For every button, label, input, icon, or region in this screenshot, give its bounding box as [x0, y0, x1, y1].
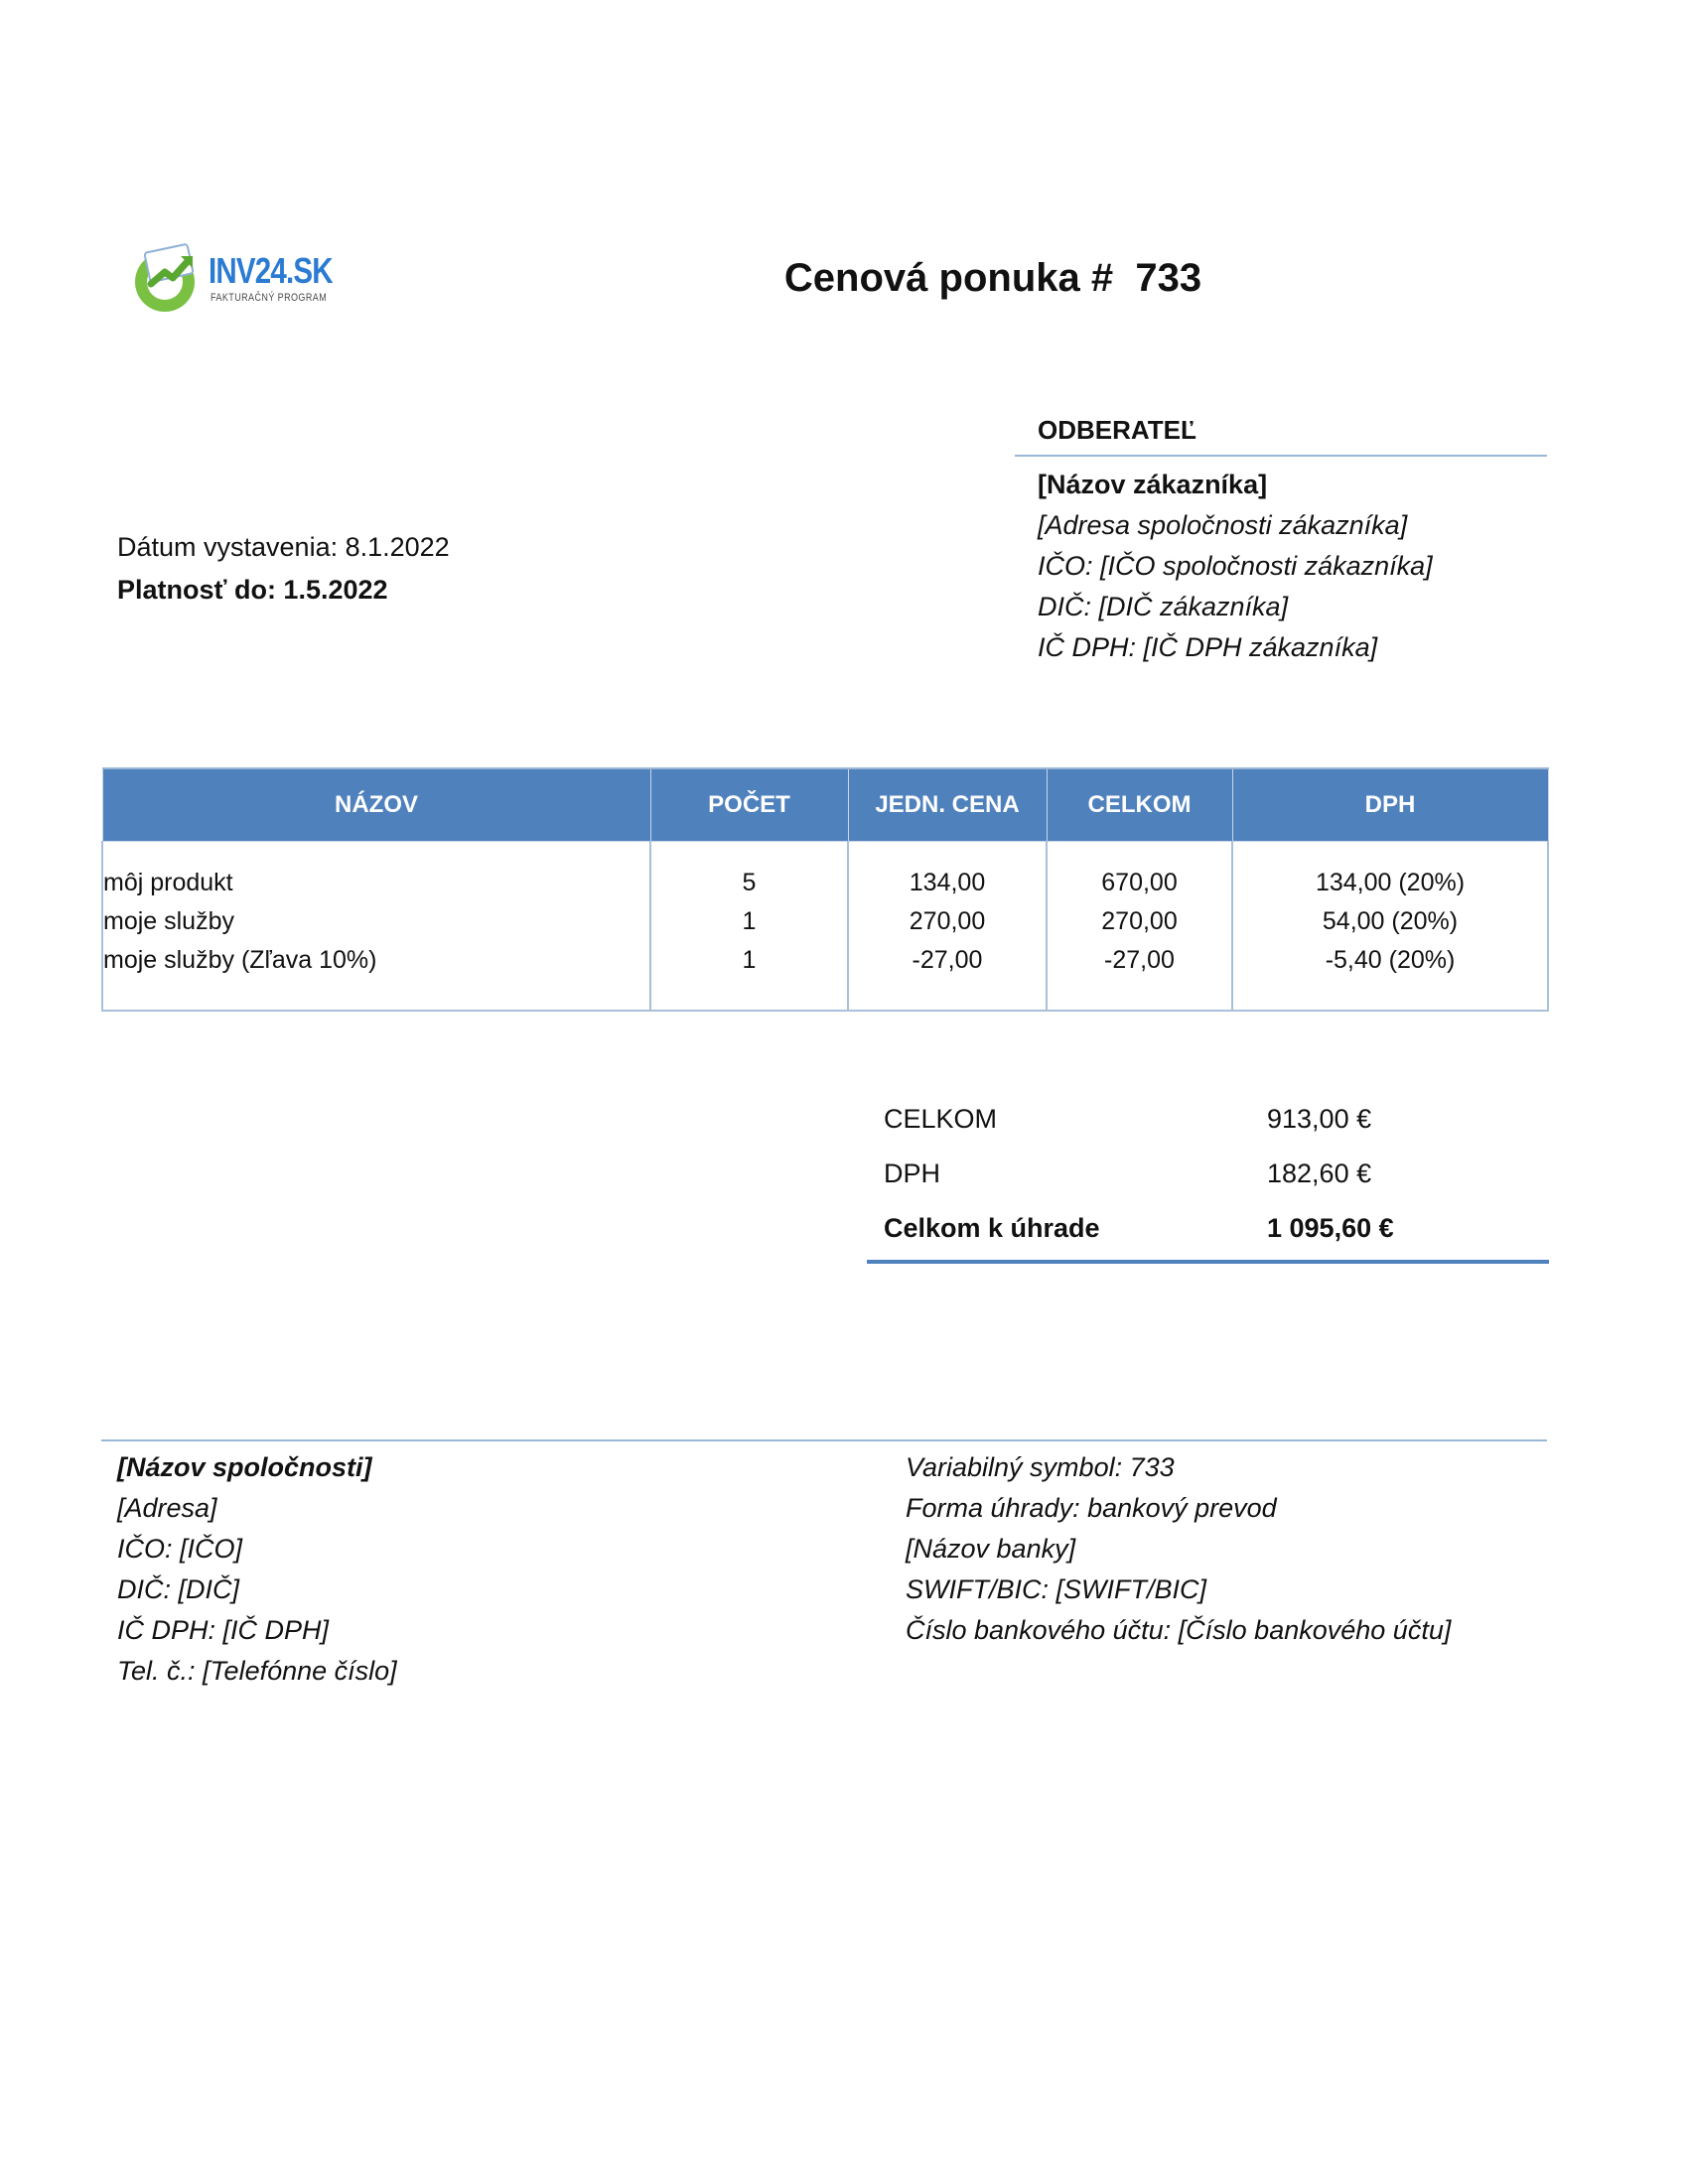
- vat-value: 182,60 €: [1267, 1159, 1372, 1188]
- item-qty: 1: [742, 946, 757, 974]
- bank-account: Číslo bankového účtu: [Číslo bankového účtu]: [906, 1615, 1452, 1645]
- item-qty: 5: [742, 869, 757, 896]
- logo-name: INV24.SK: [209, 250, 333, 291]
- item-unit-price: -27,00: [912, 946, 983, 974]
- item-total: -27,00: [1104, 946, 1175, 974]
- item-name: moje služby: [103, 907, 234, 935]
- supplier-address: [Adresa]: [117, 1493, 217, 1523]
- customer-ico: IČO: [IČO spoločnosti zákazníka]: [1038, 551, 1433, 581]
- col-header-vat: DPH: [1232, 768, 1548, 842]
- amount-due-row: [867, 1201, 1549, 1256]
- payment-block: [906, 1447, 1451, 1651]
- customer-icdph: IČ DPH: [IČ DPH zákazníka]: [1038, 632, 1378, 662]
- subtotal-row: [867, 1092, 1549, 1147]
- issue-date: Dátum vystavenia: 8.1.2022: [117, 532, 450, 562]
- variable-symbol: Variabilný symbol: 733: [906, 1452, 1175, 1482]
- subtotal-value: 913,00 €: [1267, 1104, 1372, 1134]
- supplier-phone: Tel. č.: [Telefónne číslo]: [117, 1656, 397, 1686]
- col-unit-price: [848, 842, 1047, 1012]
- payment-method: Forma úhrady: bankový prevod: [906, 1493, 1277, 1523]
- totals-block: [867, 1092, 1549, 1264]
- document-title: Cenová ponuka # 733: [783, 256, 1202, 300]
- amount-due-label: Celkom k úhrade: [884, 1213, 1100, 1243]
- dates-block: [117, 526, 450, 612]
- customer-block: [1015, 405, 1547, 668]
- item-name: moje služby (Zľava 10%): [103, 946, 377, 974]
- items-header-row: [102, 768, 1548, 842]
- col-header-unit-price: JEDN. CENA: [848, 768, 1047, 842]
- company-logo: [129, 238, 348, 323]
- col-header-qty: POČET: [650, 768, 848, 842]
- supplier-name: [Názov spoločnosti]: [117, 1452, 372, 1482]
- supplier-block: [117, 1447, 397, 1692]
- logo-tagline: FAKTURAČNÝ PROGRAM: [211, 292, 328, 304]
- swift-bic: SWIFT/BIC: [SWIFT/BIC]: [906, 1574, 1206, 1604]
- vat-label: DPH: [884, 1159, 941, 1188]
- col-vat: [1232, 842, 1548, 1012]
- totals-underline: [867, 1260, 1549, 1264]
- supplier-ico: IČO: [IČO]: [117, 1534, 243, 1564]
- col-qty: [650, 842, 848, 1012]
- item-total: 270,00: [1101, 907, 1178, 935]
- customer-heading: ODBERATEĽ: [1015, 405, 1547, 457]
- item-total: 670,00: [1101, 869, 1178, 896]
- item-name: môj produkt: [103, 869, 233, 896]
- footer-divider: [101, 1439, 1547, 1441]
- vat-row: [867, 1147, 1549, 1201]
- items-table: [101, 767, 1549, 1012]
- item-vat: 54,00 (20%): [1322, 907, 1459, 935]
- supplier-icdph: IČ DPH: [IČ DPH]: [117, 1615, 330, 1645]
- logo-icon: [129, 238, 209, 318]
- item-vat: 134,00 (20%): [1315, 869, 1466, 896]
- col-header-name: NÁZOV: [102, 768, 650, 842]
- amount-due-value: 1 095,60 €: [1267, 1213, 1394, 1243]
- items-body-row: [102, 842, 1548, 1012]
- item-unit-price: 134,00: [909, 869, 986, 896]
- item-vat: -5,40 (20%): [1325, 946, 1456, 974]
- subtotal-label: CELKOM: [884, 1104, 998, 1134]
- valid-until: Platnosť do: 1.5.2022: [117, 575, 388, 605]
- item-qty: 1: [742, 907, 757, 935]
- col-total: [1047, 842, 1232, 1012]
- customer-dic: DIČ: [DIČ zákazníka]: [1038, 592, 1289, 621]
- col-header-total: CELKOM: [1047, 768, 1232, 842]
- customer-address: [Adresa spoločnosti zákazníka]: [1038, 510, 1408, 540]
- customer-name: [Názov zákazníka]: [1038, 470, 1268, 499]
- supplier-dic: DIČ: [DIČ]: [117, 1574, 240, 1604]
- bank-name: [Názov banky]: [906, 1534, 1076, 1564]
- col-name: [102, 842, 650, 1012]
- item-unit-price: 270,00: [909, 907, 986, 935]
